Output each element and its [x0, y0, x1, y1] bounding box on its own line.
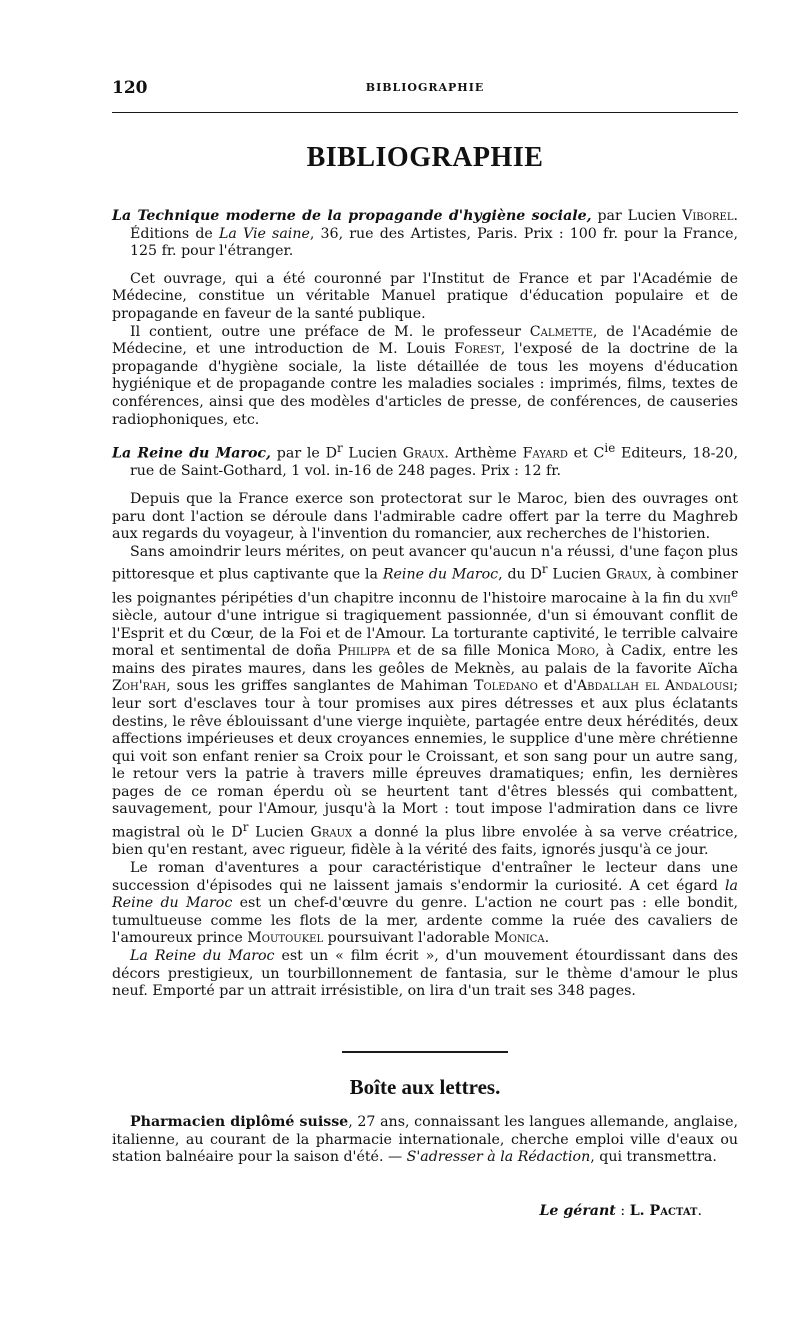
review-paragraph: Il contient, outre une préface de M. le professeur Calmette, de l'Académie de Médecine, et une introduction de M. Louis Forest, l'exposé de la doctrine de la propagande d'hygiène sociale, la liste détaillée de tous les moyens d'éducation hygiénique et de propagande contre les maladies sociales : imprimés, films, textes de conférences, ainsi que des modèles d'articles de presse, de conférences, de causeries radiophoniques, etc.: [112, 323, 739, 428]
page-number: 120: [112, 78, 148, 98]
review-paragraph: Sans amoindrir leurs mérites, on peut avancer qu'aucun n'a réussi, d'une façon plus pittoresque et plus captivante que la Reine du Maroc, du $D^r$ Lucien Graux, à combiner les poignantes péripéties d'un chapitre inconnu de l'histoire marocaine à la fin du xvii$^e$ siècle, autour d'une intrigue si tragiquement passionnée, d'un si émouvant conflit de l'Esprit et du Cœur, de la Foi et de l'Amour. La torturante captivité, le terrible calvaire moral et sentimental de doña Philippa et de sa fille Monica Moro, à Cadix, entre les mains des pirates maures, dans les geôles de Meknès, au palais de la favorite Aïcha Zoh'rah, sous les griffes sanglantes de Mahiman Toledano et d'Abdallah el Andalousi; leur sort d'esclaves tour à tour promises aux pires détresses et aux plus éclatants destins, le rêve éblouissant d'une vierge inquiète, partagée entre deux hérédités, deux affections impérieuses et deux croyances ennemies, le supplice d'une mère chrétienne qui voit son enfant renier sa Croix pour le Croissant, et son sang pour un autre sang, le retour vers la patrie à travers mille épreuves dramatiques; enfin, les dernières pages de ce roman éperdu où se heurtent tant d'êtres blessés qui combattent, sauvagement, pour l'Amour, jusqu'à la Mort : tout impose l'admiration dans ce livre magistral où le $D^r$ Lucien Graux a donné la plus libre envolée à sa verve créatrice, bien qu'en restant, avec rigueur, fidèle à la vérité des faits, ignorés jusqu'à ce jour.: [112, 543, 738, 859]
publisher-name: La Vie saine: [218, 225, 310, 242]
review-paragraph: La Reine du Maroc est un « film écrit », d'un mouvement étourdissant dans des décors prestigieux, un tourbillonnement de fantasia, sur le thème d'amour le plus neuf. Emporté par un attrait irrésistible, on lira d'un trait ses 348 pages.: [112, 947, 738, 1000]
classified-ad: Pharmacien diplômé suisse, 27 ans, connaissant les langues allemande, anglaise, italienne, au courant de la pharmacie internationale, cherche emploi ville d'eaux ou station balnéaire pour la saison d'été. — S'adresser à la Rédaction, qui transmettra.: [112, 1114, 738, 1166]
section-divider: [342, 1051, 508, 1053]
book-title-1: La Technique moderne de la propagande d'hygiène sociale,: [112, 208, 592, 224]
review-entry-1: [112, 208, 738, 429]
author-name: Viborel: [682, 208, 734, 224]
review-paragraph: Le roman d'aventures a pour caractéristique d'entraîner le lecteur dans une succession d'épisodes qui ne laissent jamais s'endormir la curiosité. A cet égard la Reine du Maroc est un chef-d'œuvre du genre. L'action ne court pas : elle bondit, tumultueuse comme les flots de la mer, ardente comme la ruée des cavaliers de l'amoureux prince Moutoukel poursuivant l'adorable Monica.: [112, 860, 738, 947]
signature-name: Pactat: [649, 1203, 698, 1219]
signature: Le gérant : L. Pactat.: [539, 1203, 702, 1219]
page-title: BIBLIOGRAPHIE: [306, 142, 544, 173]
reference-1: La Technique moderne de la propagande d'hygiène sociale, par Lucien Viborel. Éditions de La Vie saine, 36, rue des Artistes, Paris. Prix : 100 fr. pour la France, 125 fr. pour l'étranger.: [112, 208, 739, 260]
mailbox-title: Boîte aux lettres.: [349, 1075, 501, 1099]
running-title: BIBLIOGRAPHIE: [365, 81, 485, 94]
running-head: [112, 78, 738, 100]
ad-lead: Pharmacien diplômé suisse: [130, 1114, 349, 1130]
review-paragraph: Cet ouvrage, qui a été couronné par l'Institut de France et par l'Académie de Médecine, constitue un véritable Manuel pratique d'éducation populaire et de propagande en faveur de la santé publique.: [112, 270, 738, 322]
reference-2: La Reine du Maroc, par le $D^r$ Lucien Graux. Arthème Fayard et $C^{ie}$ Editeurs, 18-20, rue de Saint-Gothard, 1 vol. in-16 de 248 pages. Prix : 12 fr.: [112, 441, 738, 480]
signature-label: Le gérant: [539, 1203, 616, 1219]
mailbox-notice: [112, 1114, 738, 1167]
review-paragraph: Depuis que la France exerce son protectorat sur le Maroc, bien des ouvrages ont paru dont l'action se déroule dans l'admirable cadre offert par la terre du Maghreb aux regards du voyageur, à l'invention du romancier, aux recherches de l'historien.: [112, 490, 738, 543]
book-title-2: La Reine du Maroc,: [112, 445, 271, 462]
review-entry-2: [112, 440, 738, 1001]
header-rule: [112, 112, 738, 113]
